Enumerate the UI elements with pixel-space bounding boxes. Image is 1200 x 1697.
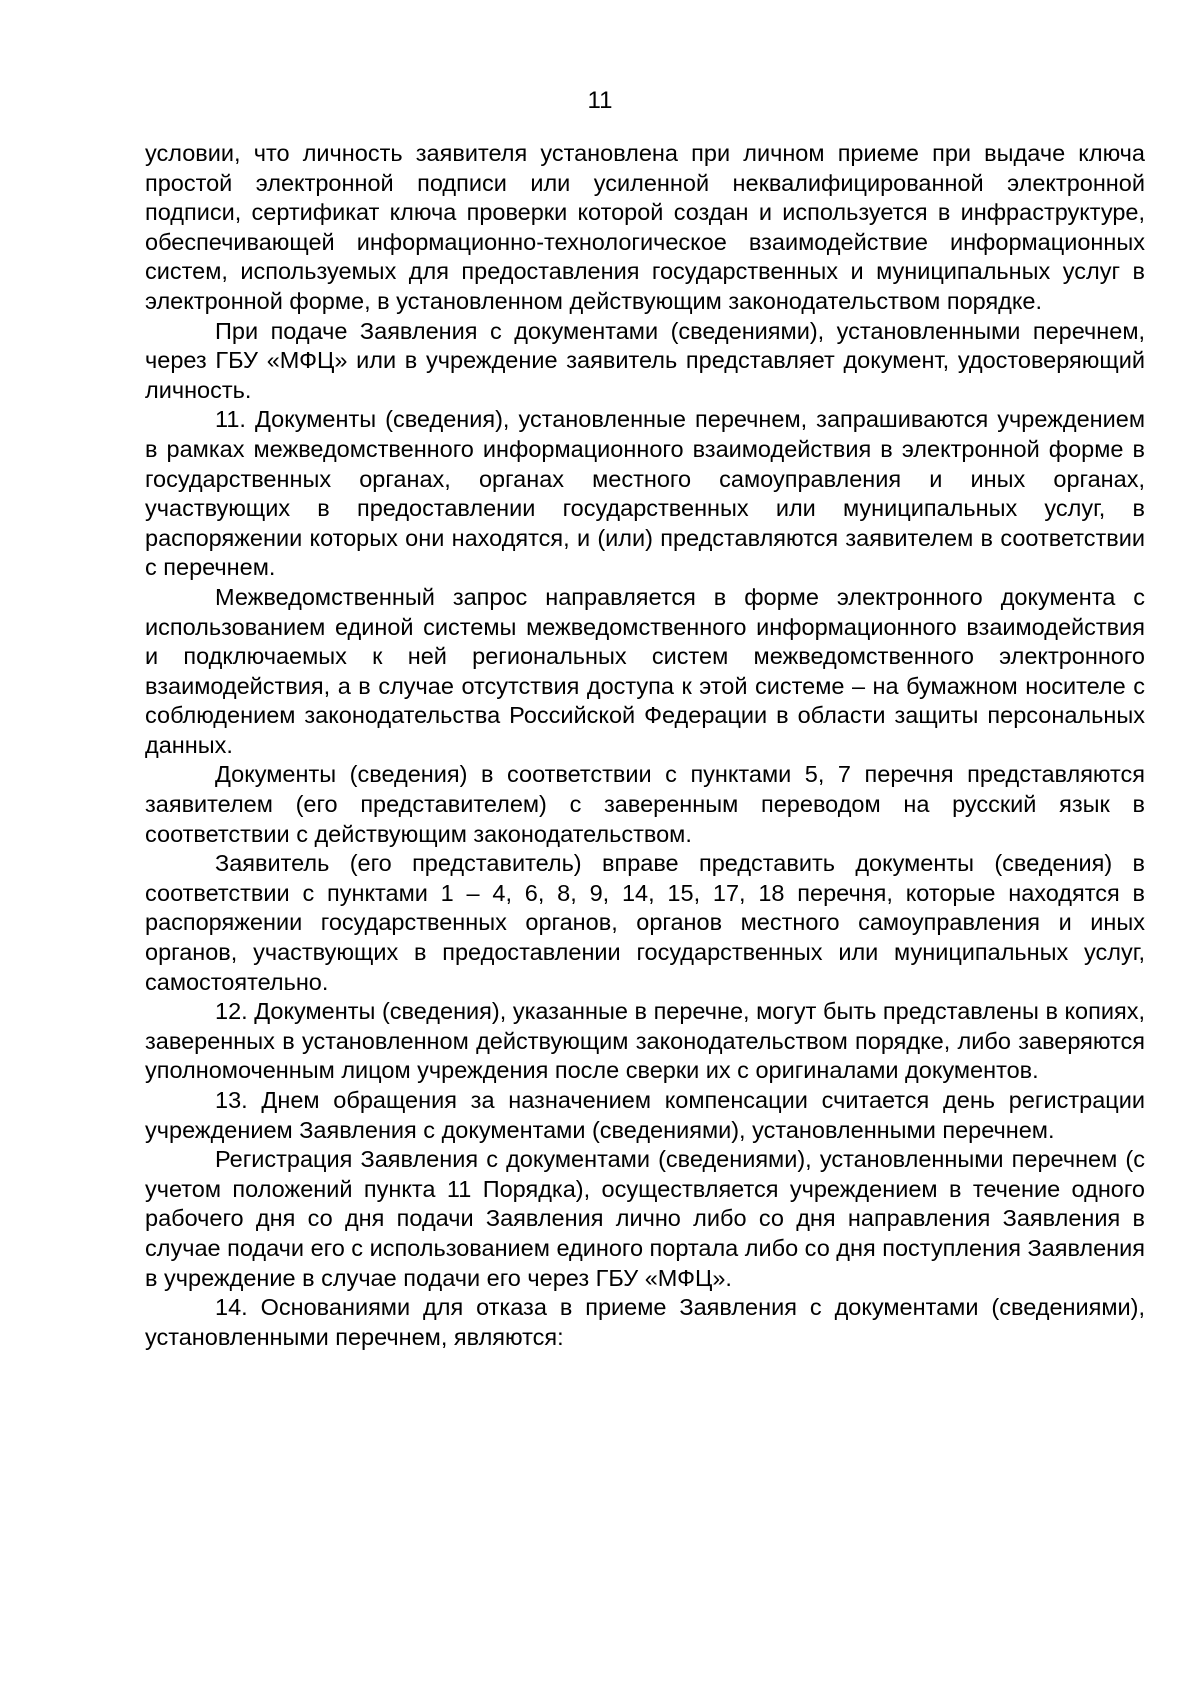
paragraph-clause-13: 13. Днем обращения за назначением компенсации считается день регистрации учреждением Заявления с документами (сведениями), установленными перечнем. xyxy=(145,1087,1145,1143)
paragraph: При подаче Заявления с документами (сведениями), установленными перечнем, через ГБУ «МФЦ» или в учреждение заявитель представляет документ, удостоверяющий личность. xyxy=(145,317,1145,403)
paragraph: Регистрация Заявления с документами (сведениями), установленными перечнем (с учетом положений пункта 11 Порядка), осуществляется учреждением в течение одного рабочего дня со дня подачи Заявления лично либо со дня направления Заявления в случае подачи его с использованием единого портала либо со дня поступления Заявления в учреждение в случае подачи его через ГБУ «МФЦ». xyxy=(145,1146,1145,1291)
paragraph: Заявитель (его представитель) вправе представить документы (сведения) в соответствии с пунктами 1 – 4, 6, 8, 9, 14, 15, 17, 18 перечня, которые находятся в распоряжении государственных органов, органов местного самоуправления и иных органов, участвующих в предоставлении государственных или муниципальных услуг, самостоятельно. xyxy=(145,850,1145,995)
paragraph: Межведомственный запрос направляется в форме электронного документа с использованием единой системы межведомственного информационного взаимодействия и подключаемых к ней региональных систем межведомственного электронного взаимодействия, а в случае отсутствия доступа к этой системе – на бумажном носителе с соблюдением законодательства Российской Федерации в области защиты персональных данных. xyxy=(145,583,1145,758)
paragraph-continuation: условии, что личность заявителя установлена при личном приеме при выдаче ключа простой электронной подписи или усиленной неквалифицированной электронной подписи, сертификат ключа проверки которой создан и используется в инфраструктуре, обеспечивающей информационно-технологическое взаимодействие информационных систем, используемых для предоставления государственных и муниципальных услуг в электронной форме, в установленном действующим законодательством порядке. xyxy=(145,140,1145,314)
paragraph-clause-12: 12. Документы (сведения), указанные в перечне, могут быть представлены в копиях, заверенных в установленном действующим законодательством порядке, либо заверяются уполномоченным лицом учреждения после сверки их с оригиналами документов. xyxy=(145,998,1145,1084)
paragraph-clause-14: 14. Основаниями для отказа в приеме Заявления с документами (сведениями), установленными перечнем, являются: xyxy=(145,1294,1145,1350)
paragraph-clause-11: 11. Документы (сведения), установленные перечнем, запрашиваются учреждением в рамках межведомственного информационного взаимодействия в электронной форме в государственных органах, органах местного самоуправления и иных органах, участвующих в предоставлении государственных или муниципальных услуг, в распоряжении которых они находятся, и (или) представляются заявителем в соответствии с перечнем. xyxy=(145,406,1145,581)
document-body xyxy=(145,139,1145,1352)
paragraph: Документы (сведения) в соответствии с пунктами 5, 7 перечня представляются заявителем (его представителем) с заверенным переводом на русский язык в соответствии с действующим законодательством. xyxy=(145,761,1145,847)
page-number: 11 xyxy=(587,87,613,114)
